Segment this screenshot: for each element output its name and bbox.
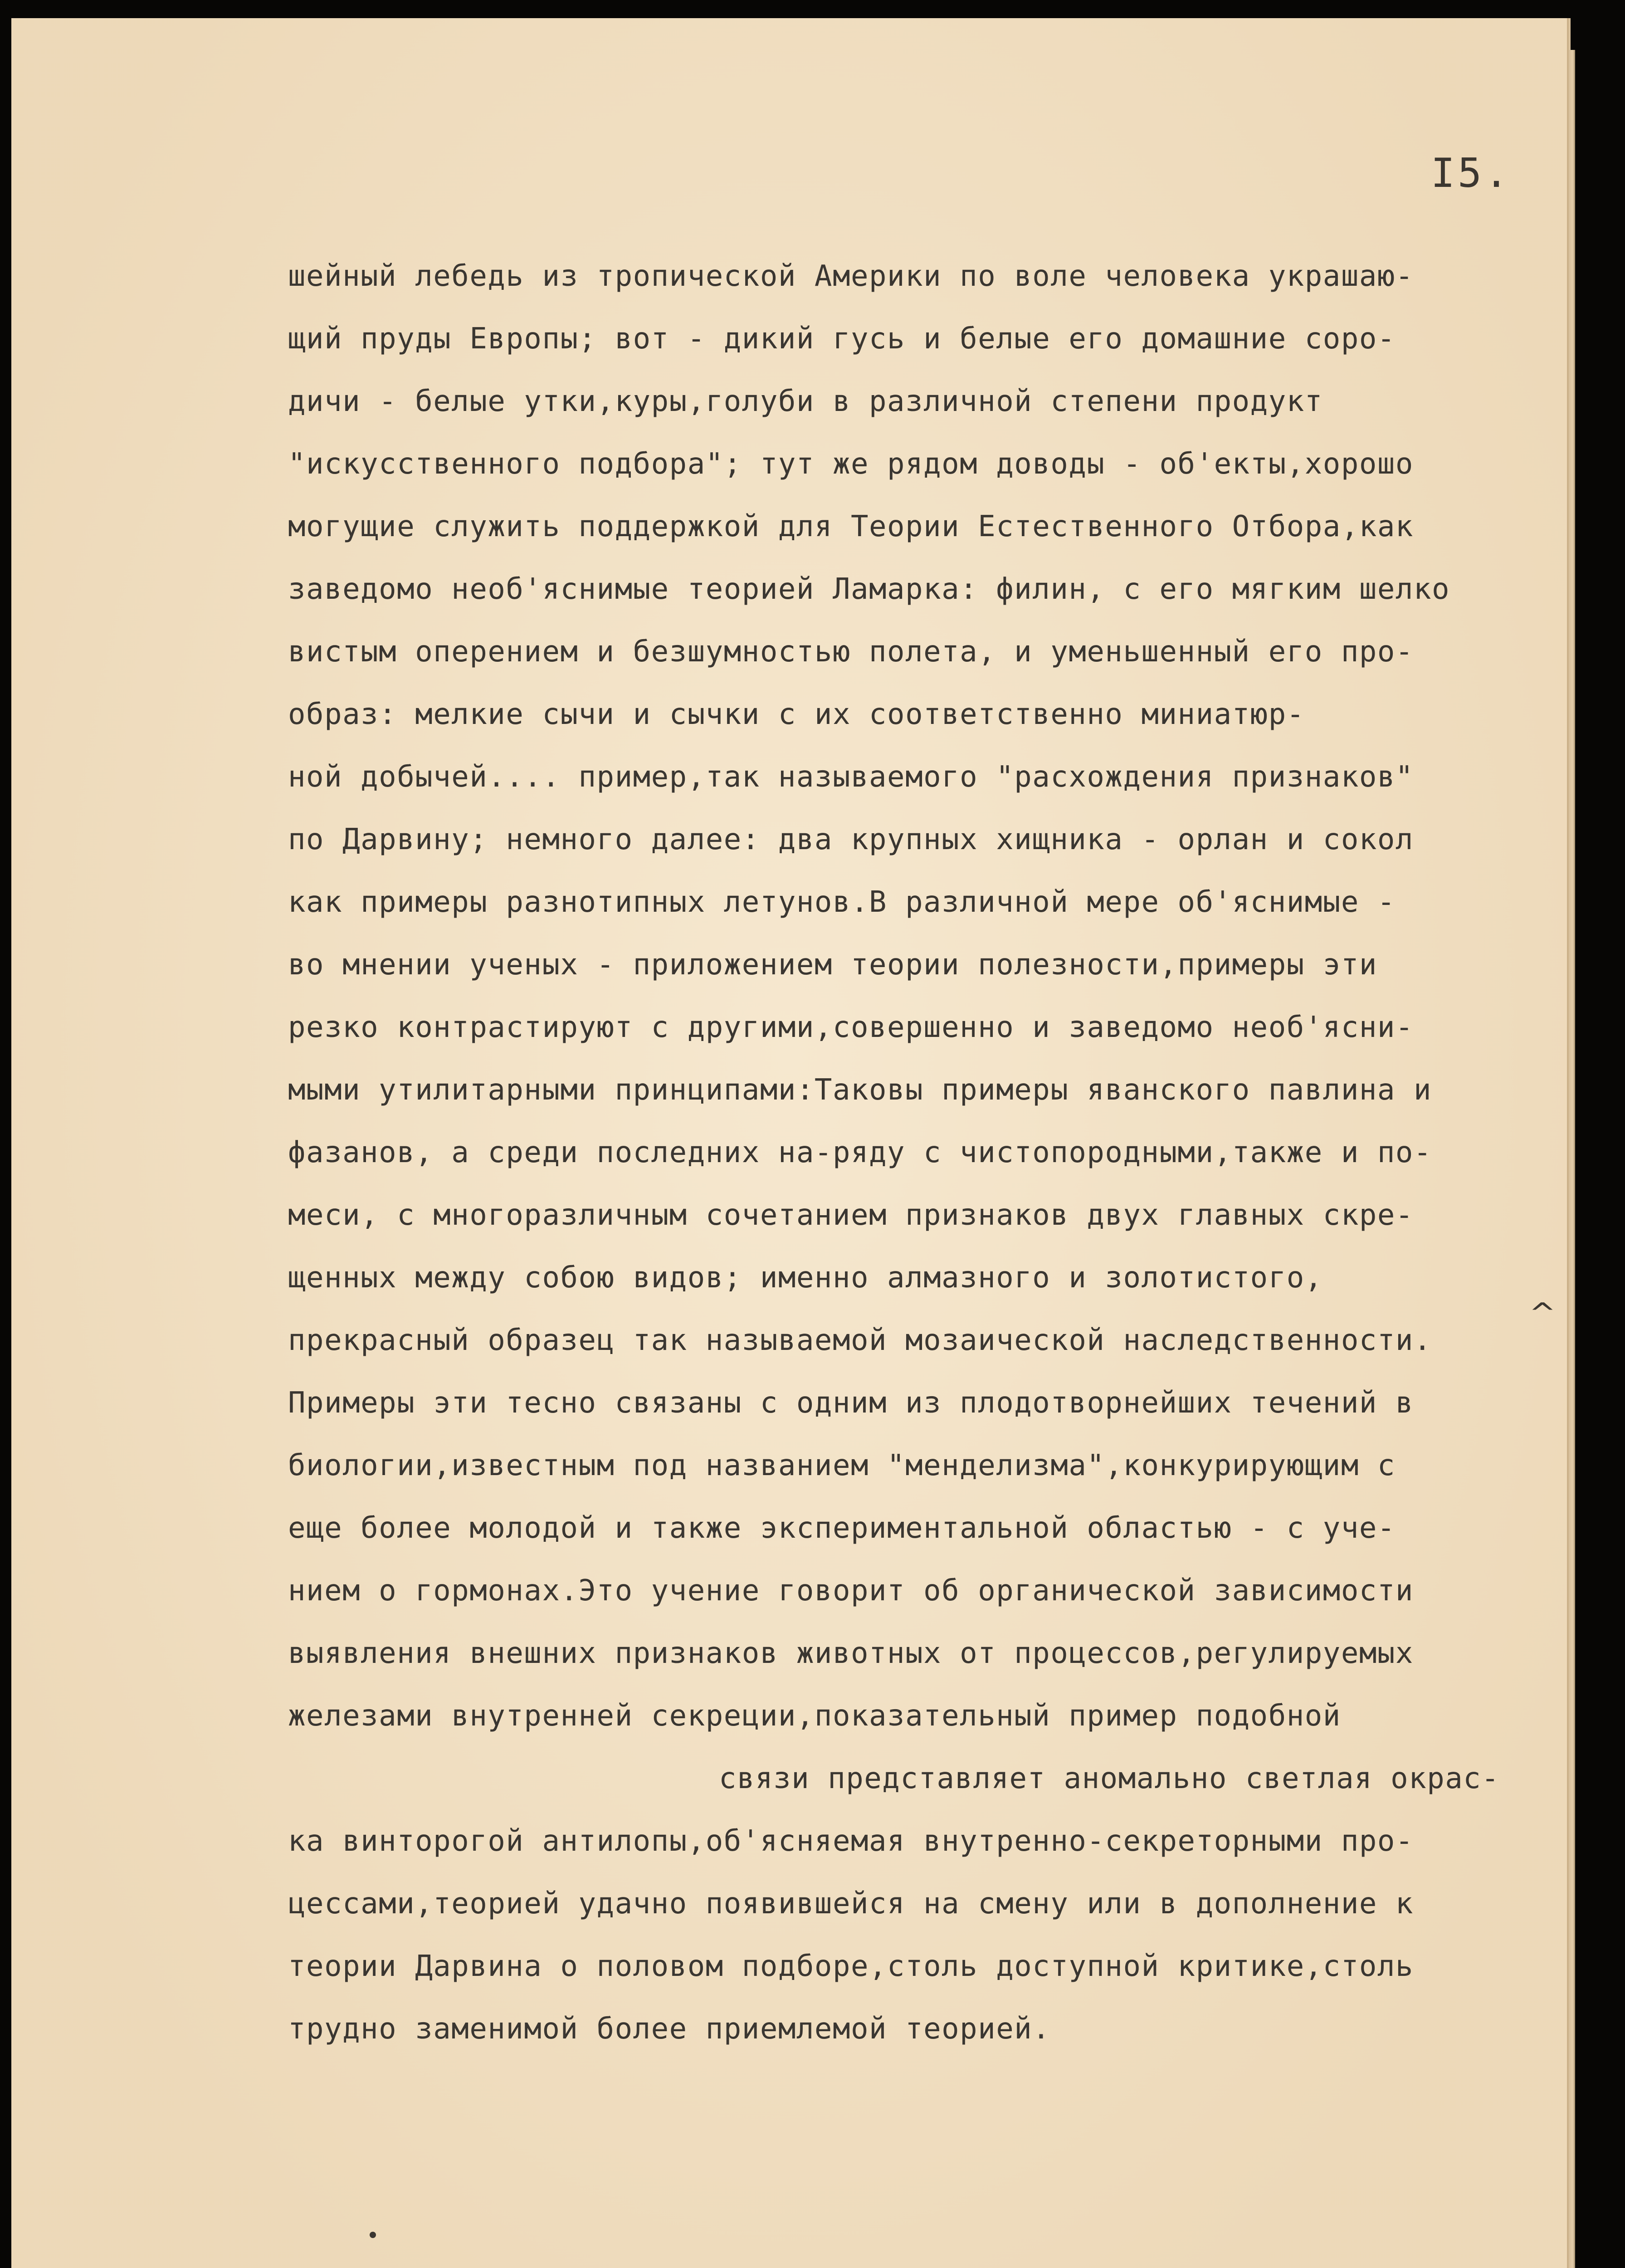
text-line: заведомо необ'яснимые теорией Ламарка: филин, с его мягким шелко [288,572,1450,606]
typewritten-page [11,18,1567,2268]
text-line: нием о гормонах.Это учение говорит об органической зависимости [288,1574,1414,1608]
text-line: выявления внешних признаков животных от процессов,регулируемых [288,1637,1414,1670]
insertion-caret-mark: ^ [1531,1297,1554,1329]
text-line: во мнении ученых - приложением теории полезности,примеры эти [288,948,1377,982]
text-line: шейный лебедь из тропической Америки по воле человека украшаю- [288,259,1414,293]
page-number: I5. [1431,150,1511,196]
ink-dot [370,2232,376,2238]
text-line: мыми утилитарными принципами:Таковы примеры яванского павлина и [288,1073,1432,1107]
text-line: еще более молодой и также экспериментальной областью - с уче- [288,1511,1396,1545]
text-line: резко контрастируют с другими,совершенно и заведомо необ'ясни- [288,1011,1414,1044]
text-line: трудно заменимой более приемлемой теорией. [288,2012,1051,2046]
text-line: цессами,теорией удачно появившейся на смену или в дополнение к [288,1887,1414,1921]
text-line: щий пруды Европы; вот - дикий гусь и белые его домашние соро- [288,322,1396,356]
text-line: по Дарвину; немного далее: два крупных хищника - орлан и сокол [288,823,1414,856]
text-line: ка винторогой антилопы,об'ясняемая внутренно-секреторными про- [288,1824,1414,1858]
body-text [288,245,1558,2060]
text-line: биологии,известным под названием "менделизма",конкурирующим с [288,1449,1396,1482]
text-line: железами внутренней секреции,показательный пример подобной [288,1699,1341,1733]
text-line: теории Дарвина о половом подборе,столь доступной критике,столь [288,1950,1414,1983]
text-line: фазанов, а среди последних на-ряду с чистопородными,также и по- [288,1136,1432,1169]
text-line: связи представляет аномально светлая окрас- [719,1762,1500,1795]
text-line: Примеры эти тесно связаны с одним из плодотворнейших течений в [288,1386,1414,1420]
text-line: дичи - белые утки,куры,голуби в различной степени продукт [288,385,1323,418]
text-line: щенных между собою видов; именно алмазного и золотистого, [288,1261,1323,1295]
text-line: вистым оперением и безшумностью полета, и уменьшенный его про- [288,635,1414,669]
text-line: прекрасный образец так называемой мозаической наследственности. [288,1324,1432,1357]
text-line: образ: мелкие сычи и сычки с их соответственно миниатюр- [288,698,1305,731]
text-line: могущие служить поддержкой для Теории Естественного Отбора,как [288,510,1414,543]
text-line: меси, с многоразличным сочетанием признаков двух главных скре- [288,1198,1414,1232]
text-line: как примеры разнотипных летунов.В различной мере об'яснимые - [288,885,1396,919]
text-line: ной добычей.... пример,так называемого "расхождения признаков" [288,760,1414,794]
text-line: "искусственного подбора"; тут же рядом доводы - об'екты,хорошо [288,447,1414,481]
